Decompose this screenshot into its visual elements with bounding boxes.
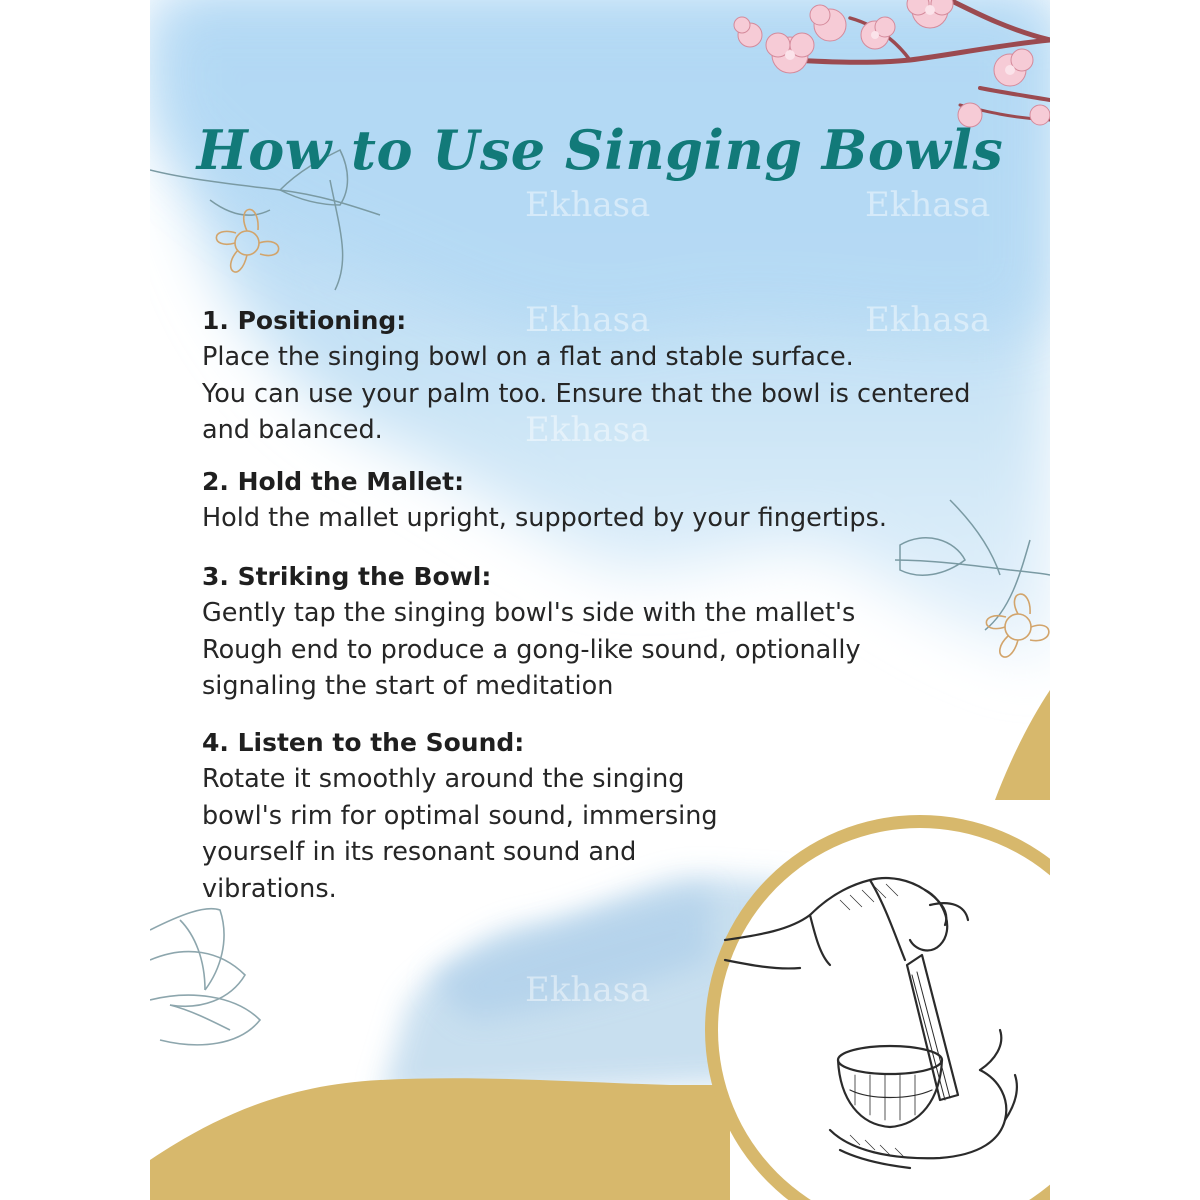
step-text-line: signaling the start of meditation	[202, 671, 614, 701]
watermark: Ekhasa	[525, 185, 651, 225]
step-striking-bowl	[202, 559, 1042, 705]
step-text-line: bowl's rim for optimal sound, immersing	[202, 800, 718, 831]
watermark: Ekhasa	[865, 185, 991, 225]
page-title: How to Use Singing Bowls	[196, 118, 1004, 182]
step-text-line: Place the singing bowl on a flat and stable surface.	[202, 342, 854, 372]
step-text-line: You can use your palm too. Ensure that the bowl is centered	[202, 378, 971, 409]
step-text-line: Gently tap the singing bowl's side with the mallet's	[202, 598, 856, 628]
step-text-line: and balanced.	[202, 415, 383, 445]
watermark: Ekhasa	[525, 300, 651, 340]
step-text-line: Rough end to produce a gong-like sound, optionally	[202, 634, 861, 665]
step-listen-sound	[202, 725, 1042, 907]
step-heading: 3. Striking the Bowl:	[202, 562, 492, 591]
step-hold-mallet	[202, 464, 1042, 537]
step-heading: 4. Listen to the Sound:	[202, 728, 525, 757]
step-text-line: vibrations.	[202, 873, 337, 904]
step-text-line: yourself in its resonant sound and	[202, 837, 637, 867]
step-text-line: Hold the mallet upright, supported by your fingertips.	[202, 503, 887, 533]
watermark: Ekhasa	[865, 300, 991, 340]
step-heading: 1. Positioning:	[202, 306, 407, 335]
step-text-line: Rotate it smoothly around the singing	[202, 764, 685, 794]
watermark: Ekhasa	[525, 410, 651, 450]
step-positioning	[202, 303, 1042, 449]
infographic-page	[150, 0, 1050, 1200]
watermark: Ekhasa	[525, 970, 651, 1010]
step-heading: 2. Hold the Mallet:	[202, 467, 465, 496]
